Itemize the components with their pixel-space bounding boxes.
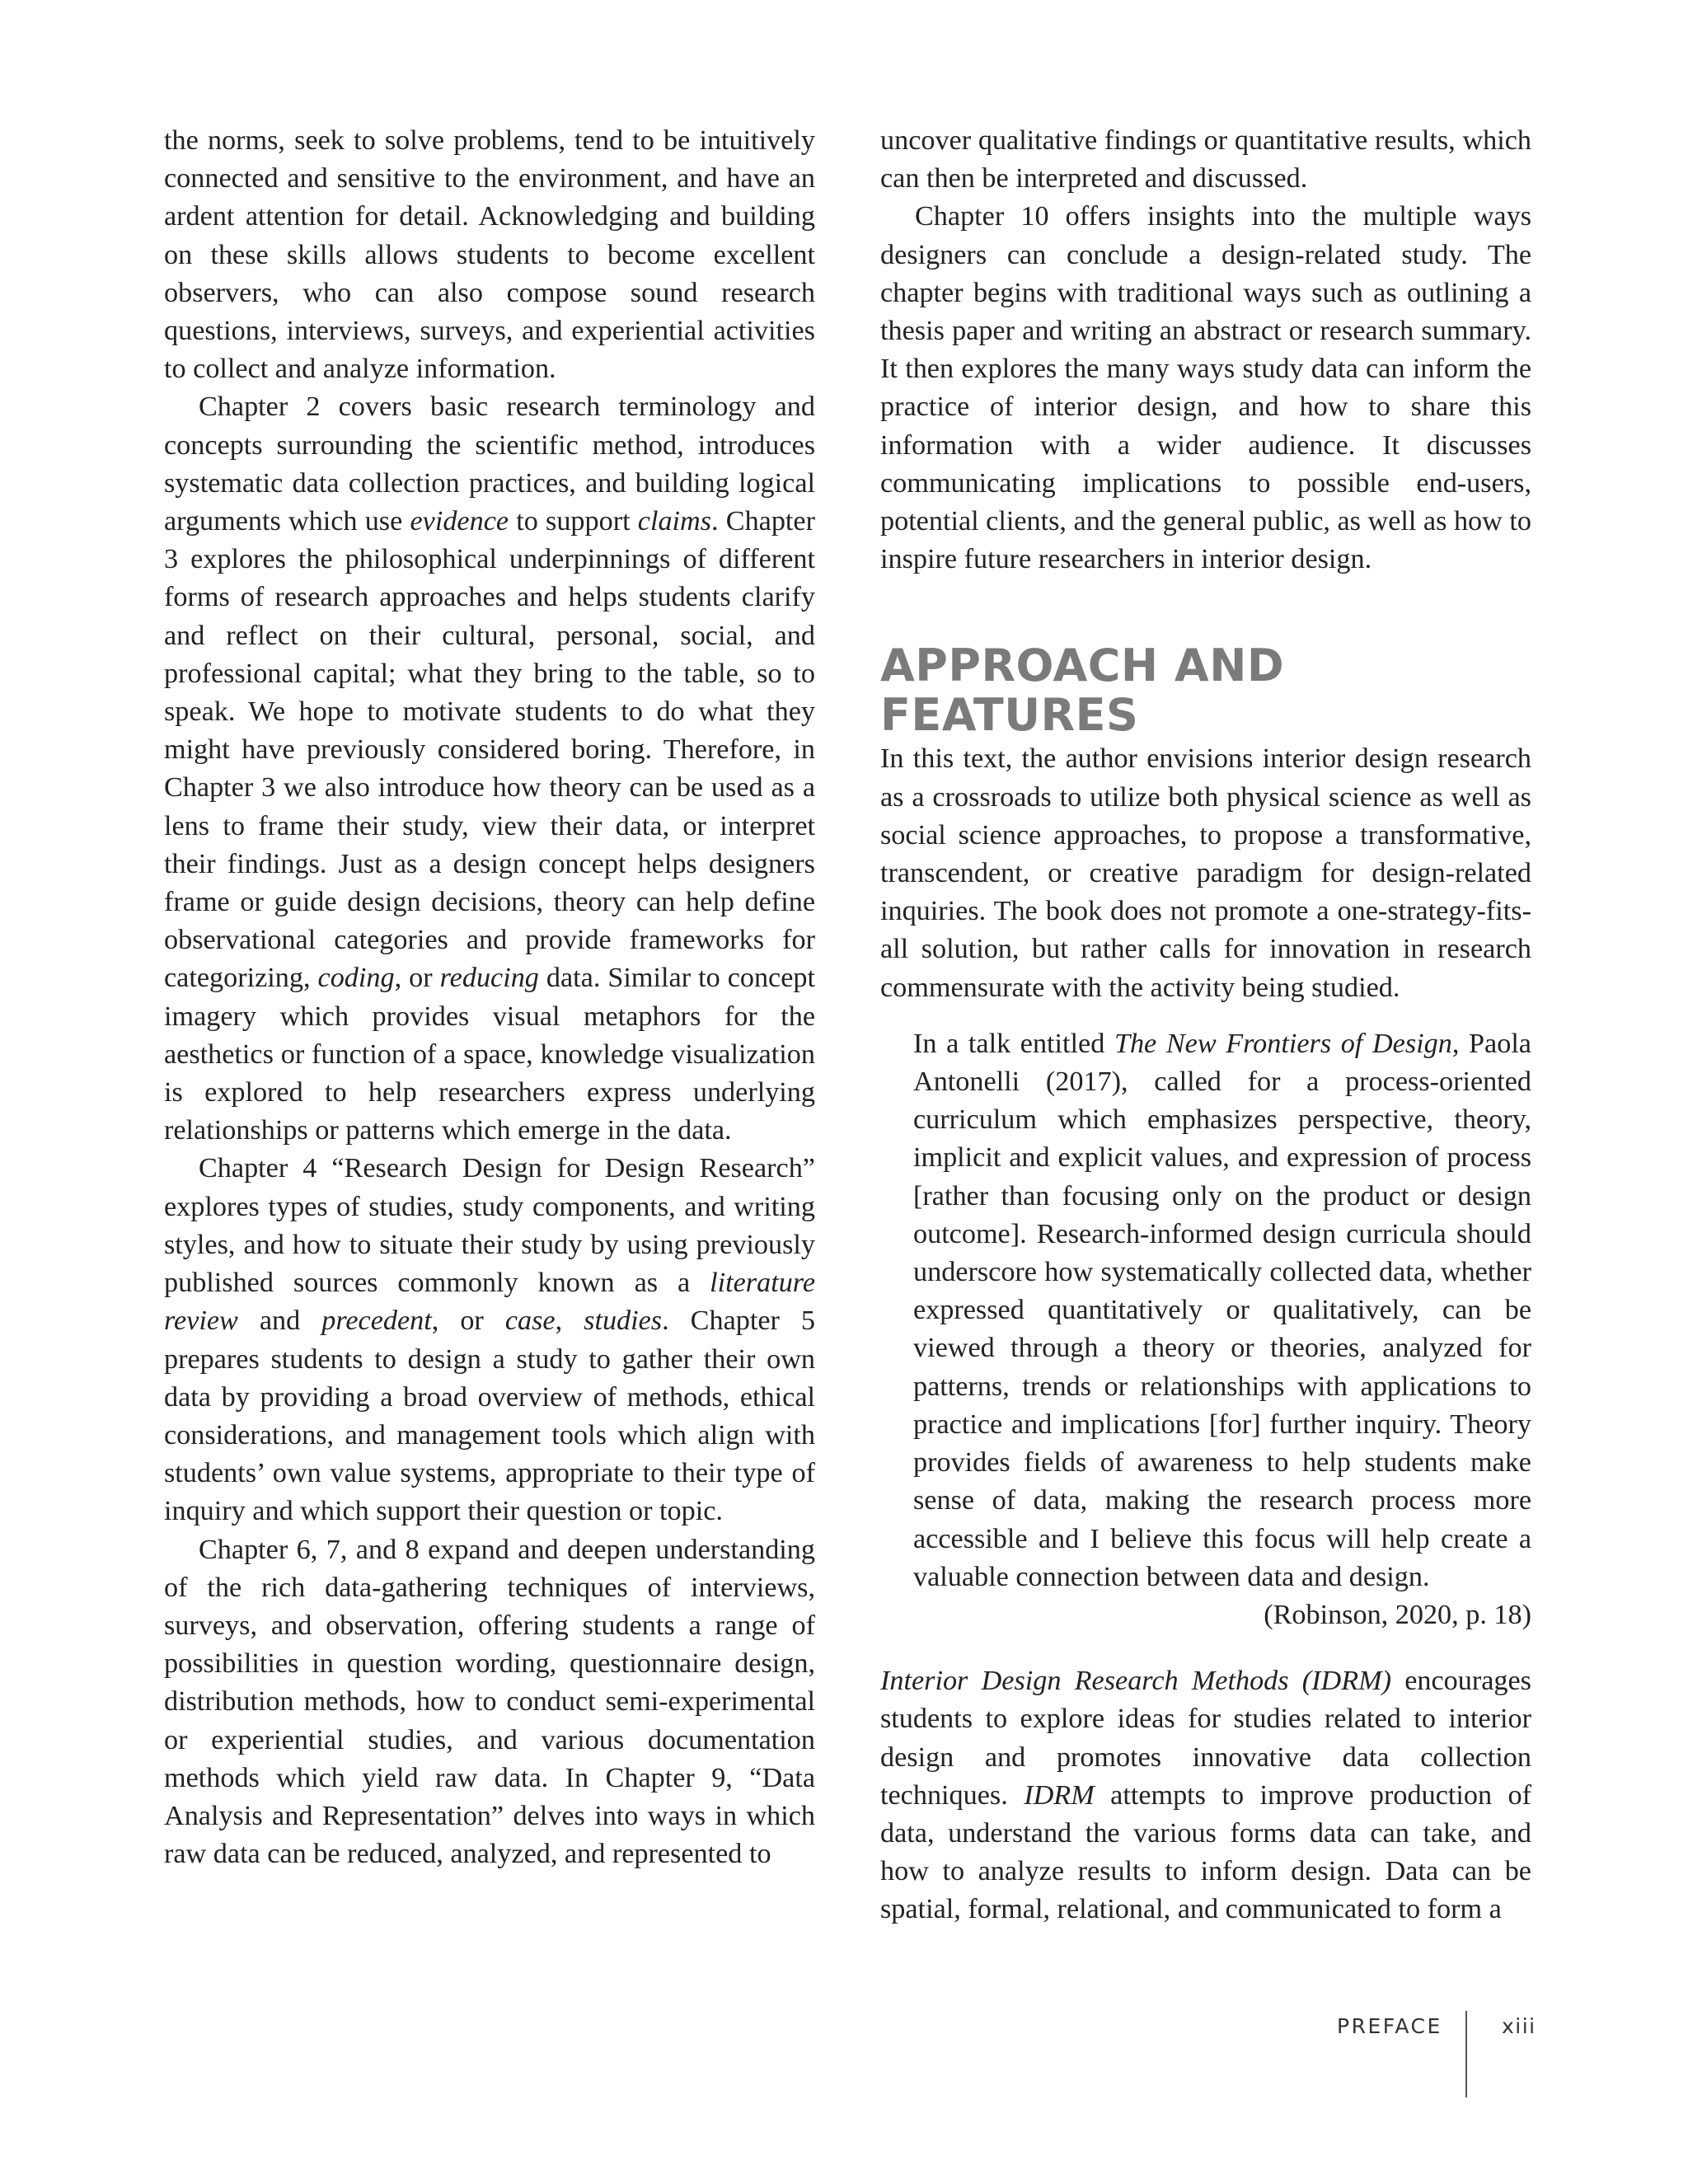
paragraph: Chapter 2 covers basic research terminology and concepts surrounding the scientific method, introduces systematic data collection practices, and building logical arguments which use evidence to support claims. Chapter 3 explores the philosophical underpinnings of different forms of research approaches and helps students clarify and reflect on their cultural, personal, social, and professional capital; what they bring to the table, so to speak. We hope to motivate students to do what they might have previously considered boring. Therefore, in Chapter 3 we also introduce how theory can be used as a lens to frame their study, view their data, or interpret their findings. Just as a design concept helps designers frame or guide design decisions, theory can help define observational categories and provide frameworks for categorizing, coding, or reducing data. Similar to concept imagery which provides visual metaphors for the aesthetics or function of a space, knowledge visualization is explored to help researchers express underlying relationships or patterns which emerge in the data. [164, 391, 816, 1146]
left-column [164, 122, 815, 1873]
quote-text: In a talk entitled The New Frontiers of Design, Paola Antonelli (2017), called for a process-oriented curriculum which emphasizes perspective, theory, implicit and explicit values, and expression of process [rather than focusing only on the product or design outcome]. Research-informed design curricula should underscore how systematically collected data, whether expressed quantitatively or qualitatively, can be viewed through a theory or theories, analyzed for patterns, trends or relationships with applications to practice and implications [for] further inquiry. Theory provides fields of awareness to help students make sense of data, making the research process more accessible and I believe this focus will help create a valuable connection between data and design. [913, 1028, 1531, 1592]
page-number: xiii [1502, 2014, 1536, 2038]
paragraph: Chapter 6, 7, and 8 expand and deepen understanding of the rich data-gathering techniques of interviews, surveys, and observation, offering students a range of possibilities in question wording, questionnaire design, distribution methods, how to conduct semi-experimental or experiential studies, and various documentation methods which yield raw data. In Chapter 9, “Data Analysis and Representation” delves into ways in which raw data can be reduced, analyzed, and represented to [164, 1534, 815, 1870]
section-heading: APPROACH AND FEATURES [880, 640, 1285, 742]
paragraph: In this text, the author envisions interior design research as a crossroads to utilize both physical science as well as social science approaches, to propose a transformative, transcendent, or creative paradigm for design-related inquiries. The book does not promote a one-strategy-fits-all solution, but rather calls for innovation in research commensurate with the activity being studied. [880, 743, 1531, 1003]
paragraph: Chapter 10 offers insights into the multiple ways designers can conclude a design-related study. The chapter begins with traditional ways such as outlining a thesis paper and writing an abstract or research summary. It then explores the many ways study data can inform the practice of interior design, and how to share this information with a wider audience. It discusses communicating implications to possible end-users, potential clients, and the general public, as well as how to inspire future researchers in interior design. [880, 201, 1531, 575]
paragraph: Chapter 4 “Research Design for Design Research” explores types of studies, study components, and writing styles, and how to situate their study by using previously published sources commonly known as a literature review and precedent, or case, studies. Chapter 5 prepares students to design a study to gather their own data by providing a broad overview of methods, ethical considerations, and management tools which align with students’ own value systems, appropriate to their type of inquiry and which support their question or topic. [164, 1153, 815, 1527]
footer-divider [1465, 2011, 1467, 2097]
paragraph: uncover qualitative findings or quantitative results, which can then be interpreted and discussed. [880, 125, 1531, 194]
paragraph: the norms, seek to solve problems, tend to be intuitively connected and sensitive to the environment, and have an ardent attention for detail. Acknowledging and building on these skills allows students to become excellent observers, who can also compose sound research questions, interviews, surveys, and experiential activities to collect and analyze information. [164, 125, 815, 385]
quote-citation: (Robinson, 2020, p. 18) [1264, 1599, 1531, 1630]
right-column [880, 122, 1531, 1929]
running-footer-section: PREFACE [1337, 2014, 1442, 2038]
block-quote [913, 1025, 1531, 1634]
paragraph: Interior Design Research Methods (IDRM) encourages students to explore ideas for studies related to interior design and promotes innovative data collection techniques. IDRM attempts to improve production of data, understand the various forms data can take, and how to analyze results to inform design. Data can be spatial, formal, relational, and communicated to form a [880, 1666, 1532, 1925]
